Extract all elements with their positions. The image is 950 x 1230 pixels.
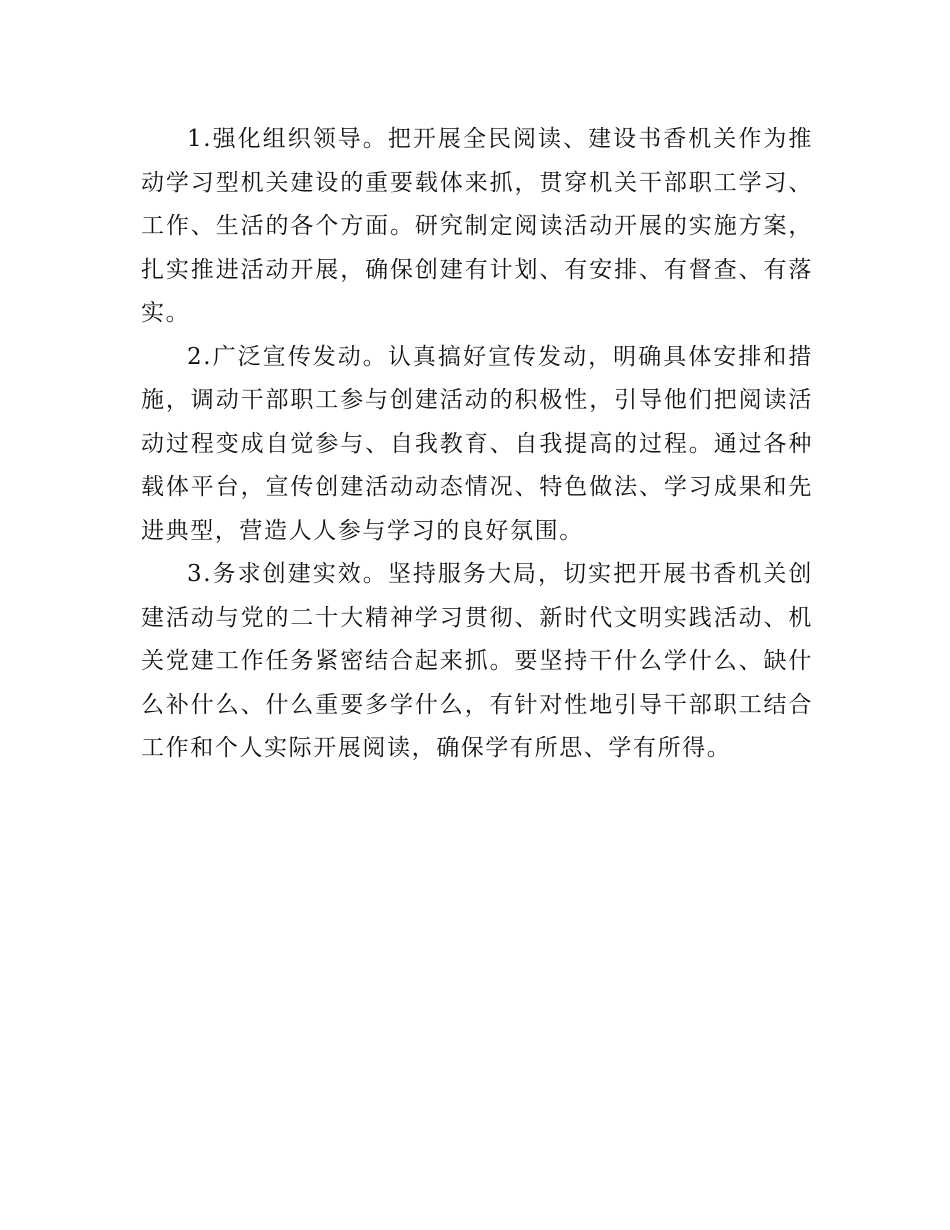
paragraph-1-body: 把开展全民阅读、建设书香机关作为推动学习型机关建设的重要载体来抓，贯穿机关干部职工学习、工作、生活的各个方面。研究制定阅读活动开展的实施方案，扎实推进活动开展，确保创建有计划、有安排、有督查、有落实。: [141, 126, 814, 326]
paragraph-2-heading: 广泛宣传发动。: [212, 343, 388, 370]
paragraph-3-body: 坚持服务大局，切实把开展书香机关创建活动与党的二十大精神学习贯彻、新时代文明实践活动、机关党建工作任务紧密结合起来抓。要坚持干什么学什么、缺什么补什么、什么重要多学什么，有针对性地引导干部职工结合工作和个人实际开展阅读，确保学有所思、学有所得。: [141, 561, 814, 761]
paragraph-2-body: 认真搞好宣传发动，明确具体安排和措施，调动干部职工参与创建活动的积极性，引导他们把阅读活动过程变成自觉参与、自我教育、自我提高的过程。通过各种载体平台，宣传创建活动动态情况、特色做法、学习成果和先进典型，营造人人参与学习的良好氛围。: [141, 343, 814, 544]
paragraph-2-number: 2.: [187, 343, 213, 370]
paragraph-3-heading: 务求创建实效。: [212, 561, 388, 587]
document-body: [141, 118, 813, 771]
paragraph-1-heading: 强化组织领导。: [212, 126, 388, 152]
paragraph-1: [141, 118, 813, 336]
paragraph-3: [141, 553, 813, 771]
paragraph-3-number: 3.: [187, 561, 213, 587]
paragraph-1-number: 1.: [187, 126, 213, 152]
paragraph-2: [141, 336, 813, 554]
